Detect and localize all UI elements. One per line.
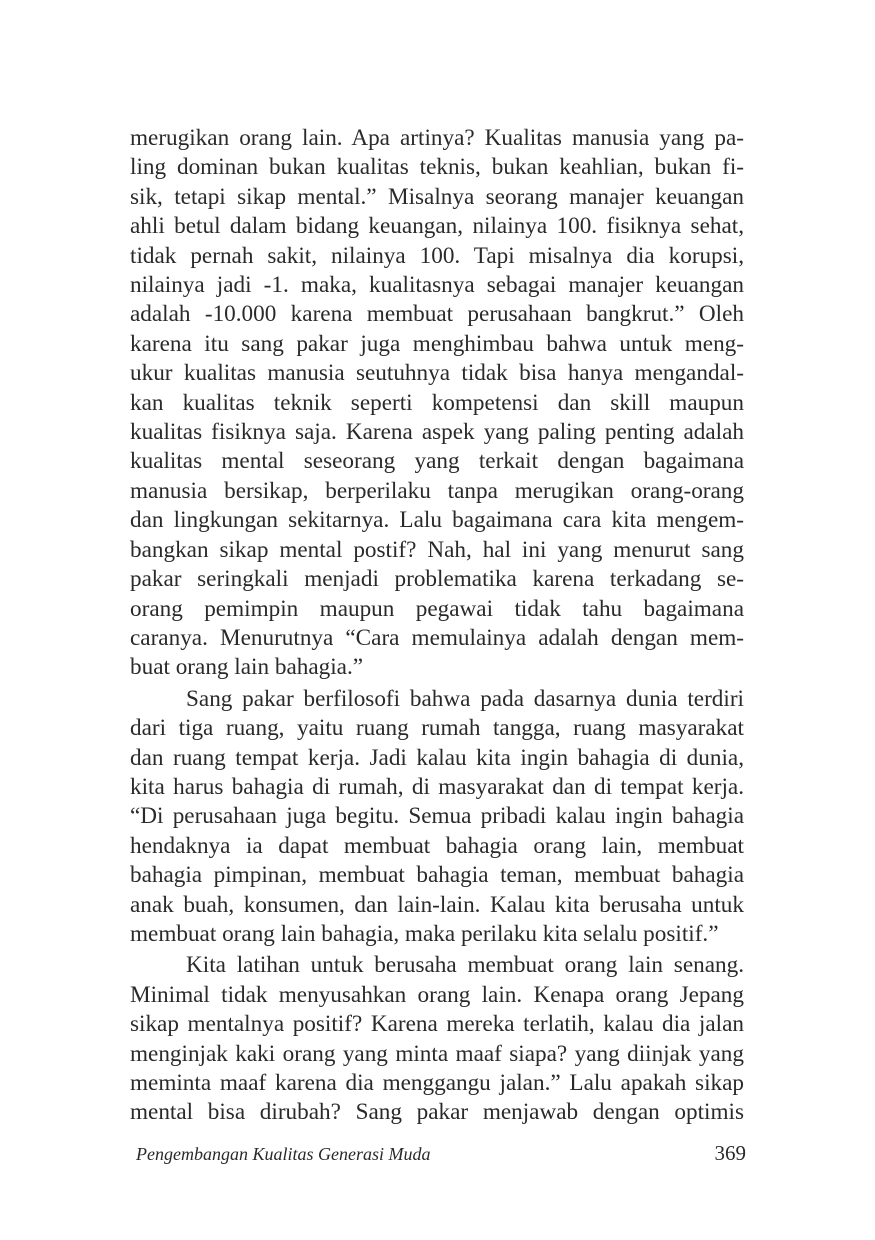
text-line: dan lingkungan sekitarnya. Lalu bagaimana cara kita mengem- [130,507,744,534]
page-footer [136,1141,746,1172]
text-line: “Di perusahaan juga begitu. Semua pribadi kalau ingin bahagia [130,803,744,830]
text-line: tidak pernah sakit, nilainya 100. Tapi misalnya dia korupsi, [130,242,744,269]
text-line: sik, tetapi sikap mental.” Misalnya seorang manajer keuangan [130,183,744,210]
text-line: buat orang lain bahagia.” [130,654,364,681]
paragraph-2 [130,685,744,950]
text-line: karena itu sang pakar juga menghimbau bahwa untuk meng- [130,330,744,357]
text-line: pakar seringkali menjadi problematika karena terkadang se- [130,566,744,593]
text-line: manusia bersikap, berperilaku tanpa merugikan orang-orang [130,477,744,504]
text-line: meminta maaf karena dia menggangu jalan.” Lalu apakah sikap [130,1070,744,1096]
text-line: orang pemimpin maupun pegawai tidak tahu bagaimana [130,595,744,622]
text-line: hendaknya ia dapat membuat bahagia orang lain, membuat [130,832,744,859]
text-line: ahli betul dalam bidang keuangan, nilainya 100. fisiknya sehat, [130,213,744,240]
text-line: merugikan orang lain. Apa artinya? Kualitas manusia yang pa- [130,125,744,151]
page-body [130,124,744,1128]
text-line: Sang pakar berfilosofi bahwa pada dasarnya dunia terdiri [186,685,744,712]
text-line: Kita latihan untuk berusaha membuat orang lain senang. [186,952,744,979]
text-line: sikap mentalnya positif? Karena mereka terlatih, kalau dia jalan [130,1011,744,1038]
text-line: adalah -10.000 karena membuat perusahaan bangkrut.” Oleh [130,301,744,328]
text-line: ukur kualitas manusia seutuhnya tidak bisa hanya mengandal- [130,360,744,387]
paragraph-3 [130,951,744,1127]
text-line: mental bisa dirubah? Sang pakar menjawab dengan optimis [130,1099,744,1126]
page-number: 369 [714,1141,746,1165]
text-line: kan kualitas teknik seperti kompetensi dan skill maupun [130,389,744,416]
paragraph-1 [130,124,744,683]
text-line: anak buah, konsumen, dan lain-lain. Kalau kita berusaha untuk [130,891,744,918]
text-line: caranya. Menurutnya “Cara memulainya adalah dengan mem- [130,624,744,651]
text-line: dan ruang tempat kerja. Jadi kalau kita ingin bahagia di dunia, [130,744,744,771]
text-line: dari tiga ruang, yaitu ruang rumah tangga, ruang masyarakat [130,715,744,742]
text-line: bangkan sikap mental postif? Nah, hal ini yang menurut sang [130,536,744,563]
text-line: kita harus bahagia di rumah, di masyarakat dan di tempat kerja. [130,773,744,800]
text-line: membuat orang lain bahagia, maka perilaku kita selalu positif.” [130,920,719,947]
running-title: Pengembangan Kualitas Generasi Muda [136,1144,431,1164]
text-line: Minimal tidak menyusahkan orang lain. Kenapa orang Jepang [130,981,744,1008]
text-line: ling dominan bukan kualitas teknis, bukan keahlian, bukan fi- [130,154,744,181]
text-line: nilainya jadi -1. maka, kualitasnya sebagai manajer keuangan [130,272,744,299]
text-line: bahagia pimpinan, membuat bahagia teman, membuat bahagia [130,862,744,889]
text-line: menginjak kaki orang yang minta maaf siapa? yang diinjak yang [130,1040,744,1067]
text-line: kualitas fisiknya saja. Karena aspek yang paling penting adalah [130,419,744,446]
text-line: kualitas mental seseorang yang terkait dengan bagaimana [130,448,744,475]
